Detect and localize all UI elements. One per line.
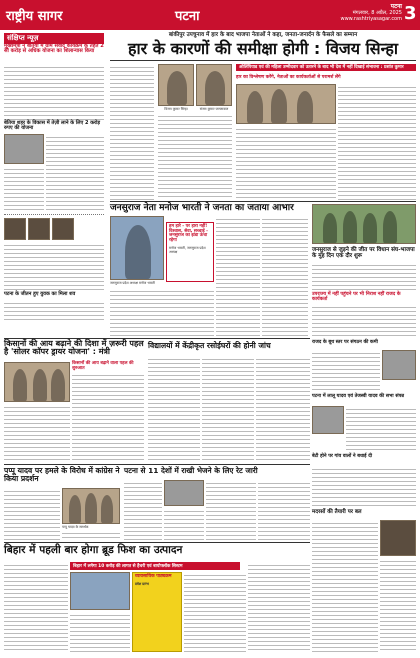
section-name: पटना	[175, 9, 200, 24]
top-story-photo-1	[158, 64, 194, 106]
middle-story-photo	[110, 216, 164, 280]
right-story-4-photo	[312, 406, 344, 434]
schools-text-2	[202, 356, 254, 462]
ad-title: व्यावसायिक पाठ्यक्रम	[135, 574, 172, 579]
second-story-subhead: हार का विश्लेषण करेंगे, नेताओं का कार्यकर्ताओं से परामर्श लेंगे	[236, 75, 341, 80]
left-brief-3-text	[4, 242, 104, 292]
right-story-5-text	[312, 466, 416, 506]
top-story-photo-2-caption: संजय कुमार जायसवाल	[199, 107, 229, 111]
website: www.rashtriyasagar.com	[340, 16, 402, 22]
farmers-text-1	[4, 404, 70, 462]
right-story-3-photo	[382, 350, 416, 380]
left-brief-2-text-b	[4, 166, 44, 212]
pappu-headline: पप्पू यादव पर हमले के विरोध में कांग्रेस ने किया प्रदर्शन	[4, 466, 120, 483]
bottom-headline: बिहार में पहली बार होगा ब्रूड फिश का उत्पादन	[4, 544, 183, 556]
advertisement-box	[132, 572, 182, 652]
top-story-text-2	[158, 113, 232, 200]
farmers-photo	[4, 362, 70, 402]
newspaper-brand: राष्ट्रीय सागर	[6, 9, 63, 24]
left-brief-1-headline: मुख्यमंत्री ने बेतिया में ग्राम संवाद कार्यक्रम के तहत 2 सौ करोड़ से अधिक योजना का शिलान्यास किया	[4, 43, 104, 55]
right-story-photo	[312, 204, 416, 244]
farmers-subhead: किसानों की आय बढ़ाने वाला पहल की शुरुआत	[72, 361, 134, 371]
bottom-text-4	[248, 562, 310, 652]
patna-text-1	[124, 480, 162, 540]
pappu-photo	[62, 488, 120, 524]
pappu-photo-caption: पप्पू यादव के समर्थक	[62, 525, 89, 529]
middle-story-photo-caption: जनसुराज प्रदेश अध्यक्ष मनोज भारती	[110, 281, 155, 285]
middle-story-headline: जनसुराज नेता मनोज भारती ने जनता का जताया आभार	[110, 203, 294, 213]
middle-story-quote-attrib: मनोज भारती, जनसुराज प्रदेश अध्यक्ष	[169, 245, 206, 254]
bottom-photo	[70, 572, 130, 610]
right-story-3-text	[312, 350, 380, 390]
right-story-4-text	[346, 406, 416, 450]
second-story-text-2	[236, 126, 336, 200]
right-bottom-text	[312, 520, 378, 652]
right-story-5-headline: बेटी होने पर गांव वालों ने बधाई दी	[312, 454, 372, 459]
bottom-text-3	[184, 572, 246, 652]
patna-text-2	[164, 508, 204, 540]
top-story-kicker: बांकीपुर उपचुनाव में हार के बाद भाजपा नेताओं ने कहा, जनता-जनार्दन के फैसले का सम्मान	[168, 32, 358, 38]
left-brief-2-headline: बेतिया शहर के विकास में तेज़ी लाने के लिए 2 करोड़ रुपए की योजना	[4, 120, 101, 132]
bottom-banner: बिहार में लगेगा 10 करोड़ की लागत से हैचरी एवं बायोफ्लॉक सिस्टम	[70, 562, 240, 570]
right-bottom-text-b	[380, 558, 416, 652]
page-number: 3	[404, 3, 417, 24]
right-story-4-headline: पटना में लालू यादव एवं तेजस्वी यादव की सभा संपन्न	[312, 394, 405, 399]
left-divider	[4, 214, 104, 215]
left-section-label: संक्षिप्त न्यूज़	[4, 33, 104, 44]
second-story-photo	[236, 84, 336, 124]
right-story-2-text	[312, 304, 416, 336]
schools-text-1	[148, 356, 200, 462]
issue-info	[332, 4, 402, 22]
issue-city: पटना	[390, 3, 402, 10]
bottom-text-2	[70, 612, 130, 652]
patna-photo	[164, 480, 204, 506]
right-bottom-photo	[380, 520, 416, 556]
left-brief-2-text	[46, 134, 104, 212]
right-story-1-text	[312, 262, 416, 290]
left-thumb-3	[52, 218, 74, 240]
middle-story-text-2	[262, 216, 308, 336]
second-story-banner: ओलिंपियाड एवं की महिला उम्मीदवार को उतारने के बाद भी देश में नहीं दिखाई संभावना : प्रशांत कुमार	[236, 64, 416, 71]
top-story-rule	[110, 60, 416, 61]
left-brief-1-text	[4, 64, 104, 120]
pappu-rule	[4, 464, 310, 465]
schools-text-3	[256, 356, 310, 462]
right-story-2-headline: उपराज्य में नहीं पहुंचने पर भी निराश नहीं राजद के कार्यकर्ता	[312, 292, 401, 303]
pappu-text-2	[62, 530, 120, 540]
left-thumb-2	[28, 218, 50, 240]
patna-text-3	[206, 480, 256, 540]
right-story-1-headline: जनसुराज से जुड़ने की जीत पर विधान संघ-भाजपा के मुंह दिन एक दौर शुरू	[312, 247, 415, 259]
left-brief-3-text-b	[4, 300, 104, 322]
farmers-headline: किसानों की आय बढ़ाने की दिशा में ज़रूरी पहल है 'सोलर कॉपर ड्रायर योजना' : मंत्री	[4, 339, 144, 357]
middle-story-quote-box	[166, 222, 214, 282]
second-story-text-1	[338, 84, 416, 200]
top-story-photo-2	[196, 64, 232, 106]
schools-headline: विद्यालयों में केंद्रीकृत रसोईघरों की होनी जांच	[148, 341, 271, 350]
bottom-rule	[4, 542, 310, 543]
right-bottom-headline: मदरसों की तैयारी पर बल	[312, 509, 362, 515]
middle-story-rule	[110, 201, 416, 202]
farmers-text-2	[72, 372, 144, 462]
middle-story-text-3	[110, 288, 214, 336]
patna-text-4	[258, 480, 310, 540]
middle-story-text-1	[216, 216, 260, 336]
bottom-text-1	[4, 562, 68, 652]
left-brief-3-headline: पटना के जीतन हुए युवक का मिला शव	[4, 291, 76, 297]
top-story-headline: हार के कारणों की समीक्षा होगी : विजय सिन्हा	[127, 39, 399, 58]
ad-line: प्रवेश प्रारंभ	[135, 581, 149, 586]
top-story-text-1	[110, 64, 154, 200]
pappu-text-1	[4, 488, 60, 540]
middle-story-quote: हम हारे - पर हारा नहीं! विश्वास, सेवा, सच्चाई - जनसुराज का झंडा ऊंचा रहेगा	[169, 224, 208, 243]
top-story-photo-1-caption: विजय कुमार सिन्हा	[164, 107, 188, 111]
patna-headline: पटना से 11 देशों में राखी भेजने के लिए रेट जारी	[124, 466, 258, 475]
left-thumb-1	[4, 218, 26, 240]
left-brief-2-photo	[4, 134, 44, 164]
issue-date: मंगलवार, 8 अप्रैल, 2025	[352, 10, 402, 16]
right-story-3-headline: राजद के बूथ स्तर पर संगठन की कमी	[312, 340, 378, 345]
